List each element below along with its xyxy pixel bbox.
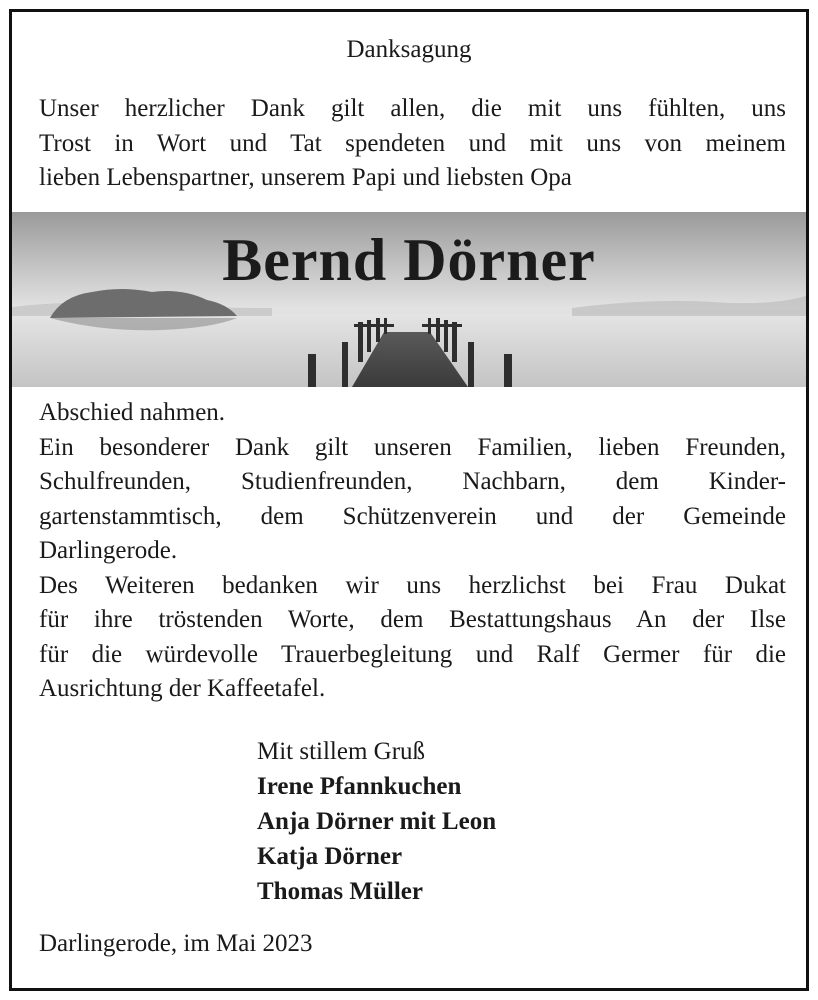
lake-jetty-banner bbox=[12, 212, 806, 387]
intro-line: Trost in Wort und Tat spendeten und mit uns von meinem bbox=[39, 129, 786, 157]
signature-block bbox=[257, 734, 496, 909]
intro-line: lieben Lebenspartner, unserem Papi und liebsten Opa bbox=[39, 164, 572, 191]
body-line: Abschied nahmen. bbox=[39, 399, 226, 426]
body-line: gartenstammtisch, dem Schützenverein und der Gemeinde bbox=[39, 502, 786, 530]
body-line: Des Weiteren bedanken wir uns herzlichst bei Frau Dukat bbox=[39, 571, 786, 599]
signatory: Anja Dörner mit Leon bbox=[257, 808, 497, 835]
body-line: Darlingerode. bbox=[39, 537, 178, 564]
signatory: Irene Pfannkuchen bbox=[257, 773, 462, 800]
body-line: für die würdevolle Trauerbegleitung und Ralf Germer für die bbox=[39, 640, 786, 668]
body-line: für ihre tröstenden Worte, dem Bestattungshaus An der Ilse bbox=[39, 606, 786, 633]
body-paragraph bbox=[39, 396, 786, 707]
obituary-frame bbox=[9, 9, 809, 991]
signatory: Thomas Müller bbox=[257, 878, 423, 905]
body-line: Ein besonderer Dank gilt unseren Familien, lieben Freunden, bbox=[39, 433, 786, 461]
body-line: Ausrichtung der Kaffeetafel. bbox=[39, 675, 326, 702]
greeting: Mit stillem Gruß bbox=[257, 738, 426, 765]
place-date: Darlingerode, im Mai 2023 bbox=[39, 930, 313, 957]
deceased-name: Bernd Dörner bbox=[222, 227, 596, 293]
intro-paragraph bbox=[39, 92, 786, 196]
intro-line: Unser herzlicher Dank gilt allen, die mit uns fühlten, uns bbox=[39, 95, 786, 122]
body-line: Schulfreunden, Studienfreunden, Nachbarn, dem Kinder- bbox=[39, 468, 786, 495]
signatory: Katja Dörner bbox=[257, 843, 403, 870]
heading: Danksagung bbox=[346, 36, 472, 63]
